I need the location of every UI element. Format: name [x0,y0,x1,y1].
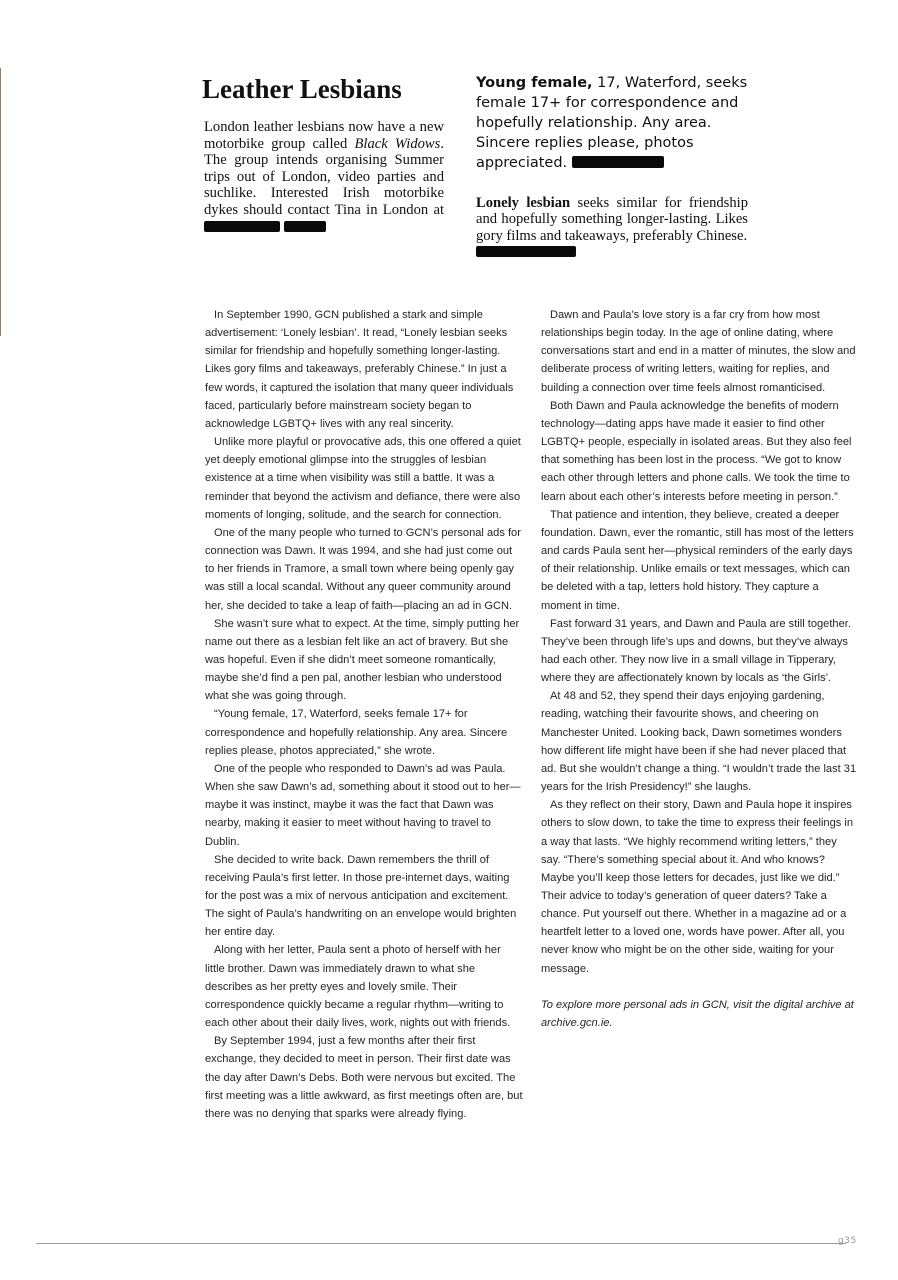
article-paragraph: By September 1994, just a few months after their first exchange, they decided to meet in person. Their first date was the day after Dawn’s Debs. Both were nervous but excited. The first meeting was a little awkward, as first meetings often are, but there was no denying that sparks were already flying. [205,1035,523,1120]
article-paragraph: Along with her letter, Paula sent a photo of herself with her little brother. Dawn was immediately drawn to what she describes as her pretty eyes and lovely smile. Their correspondence quickly became a regular rhythm—writing to each other about their daily lives, work, nights out with friends. [205,944,511,1030]
article-paragraph: “Young female, 17, Waterford, seeks female 17+ for correspondence and hopefully relationship. Any area. Sincere replies please, photos appreciated,” she wrote. [205,708,508,757]
redacted-phone [204,221,280,232]
article-paragraph: Unlike more playful or provocative ads, this one offered a quiet yet deeply emotional glimpse into the struggles of lesbian existence at a time when visibility was still a battle. It was a reminder that beyond the activism and defiance, there were also moments of longing, solitude, and the search for connection. [205,436,521,521]
article-paragraph: That patience and intention, they believe, created a deeper foundation. Dawn, ever the romantic, still has most of the letters and cards Paula sent her—physical reminders of the early days of their relationship. Unlike emails or text messages, which can be deleted with a tap, letters hold history. They capture a moment in time. [541,508,854,612]
article-paragraph: Both Dawn and Paula acknowledge the benefits of modern technology—dating apps have made it easier to find other LGBTQ+ people, especially in isolated areas. But they also feel that something has been lost in the process. “We got to know each other through letters and phone calls. We took the time to learn about each other’s interests before meeting in person.” [541,399,852,503]
article-paragraph: Fast forward 31 years, and Dawn and Paula are still together. They’ve been through life’s ups and downs, but they’ve always had each other. They now live in a small village in Tipperary, where they are affectionately known by locals as ‘the Girls’. [541,617,851,685]
page-edge-line [0,68,1,336]
article-column-left [205,306,523,1123]
footer-rule [36,1243,846,1244]
personal-ads-clipping [476,73,756,261]
ad2-text: seeks similar for friendship and hopefully something longer-lasting. Likes gory films and takeaways, preferably Chinese. [476,195,749,244]
closing-note: To explore more personal ads in GCN, visit the digital archive at archive.gcn.ie. [541,998,854,1029]
article-column-right [541,306,859,1032]
article-paragraph: As they reflect on their story, Dawn and Paula hope it inspires others to slow down, to take the time to express their feelings in a way that lasts. “We highly recommend writing letters,” they say. “There’s something special about it. And who knows? Maybe you’ll keep those letters for decades, just like we did.” Their advice to today’s generation of queer daters? Take a chance. Put yourself out there. Whether in a magazine ad or a heartfelt letter to a loved one, words have power. After all, you never know who might be on the other side, waiting for your message. [541,799,854,975]
group-name: Black Widows [354,135,441,152]
page-number: g35 [838,1236,857,1246]
ad2-lead: Lonely lesbian [476,195,571,211]
young-female-ad [476,73,756,173]
clipping-body-part2: . The group intends organising Summer trips out of London, video parties and suchlike. Interested Irish motorbike dykes should contact Tina in London at [204,135,444,218]
leather-lesbians-clipping [200,74,444,235]
article-paragraph: Dawn and Paula’s love story is a far cry from how most relationships begin today. In the age of online dating, where conversations start and end in a matter of minutes, the slow and deliberate process of writing letters, waiting for replies, and building a connection over time feels almost romanticised. [541,309,856,394]
article-paragraph: She decided to write back. Dawn remembers the thrill of receiving Paula’s first letter. In those pre-internet days, waiting for the post was a mix of nervous anticipation and excitement. The sight of Paula’s handwriting on an envelope would brighten her entire day. [205,853,517,939]
article-paragraph: At 48 and 52, they spend their days enjoying gardening, reading, watching their favourite shows, and cheering on Manchester United. Looking back, Dawn sometimes wonders how different life might have been if she had never placed that ad. But she wouldn’t change a thing. “I wouldn’t trade the last 31 years for the Irish Presidency!” she laughs. [541,690,857,794]
redacted-box-number [572,156,664,168]
redacted-phone-cont [284,221,326,232]
redacted-box-number-2 [476,246,576,257]
article-paragraph: One of the many people who turned to GCN’s personal ads for connection was Dawn. It was 1994, and she had just come out to her friends in Tramore, a small town where being openly gay was still a local scandal. Without any queer community around her, she decided to take a leap of faith—placing an ad in GCN. [205,526,521,612]
ad1-lead: Young female, [476,75,593,91]
ad1-text: 17, Waterford, seeks female 17+ for correspondence and hopefully relationship. Any area. Sincere replies please, photos appreciated. [476,75,748,171]
lonely-lesbian-ad [476,195,748,261]
article-paragraph: One of the people who responded to Dawn’s ad was Paula. When she saw Dawn’s ad, something about it stood out to her—maybe it was instinct, maybe it was the fact that Dawn was nearby, making it easier to meet without having to travel to Dublin. [205,762,521,848]
clipping-body [204,119,444,235]
article-paragraph: In September 1990, GCN published a stark and simple advertisement: ‘Lonely lesbian’. It read, “Lonely lesbian seeks similar for friendship and hopefully something longer-lasting. Likes gory films and takeaways, preferably Chinese.” In just a few words, it captured the isolation that many queer individuals faced, particularly before mainstream society began to acknowledge LGBTQ+ lives with any real sincerity. [205,309,514,430]
clipping-heading: Leather Lesbians [202,74,402,104]
article-paragraph: She wasn’t sure what to expect. At the time, simply putting her name out there as a lesbian felt like an act of bravery. But she was hopeful. Even if she didn’t meet someone romantically, maybe she’d find a pen pal, another lesbian who understood what she was going through. [205,617,520,703]
clipping-body-part1: London leather lesbians now have a new motorbike group called [204,119,444,152]
